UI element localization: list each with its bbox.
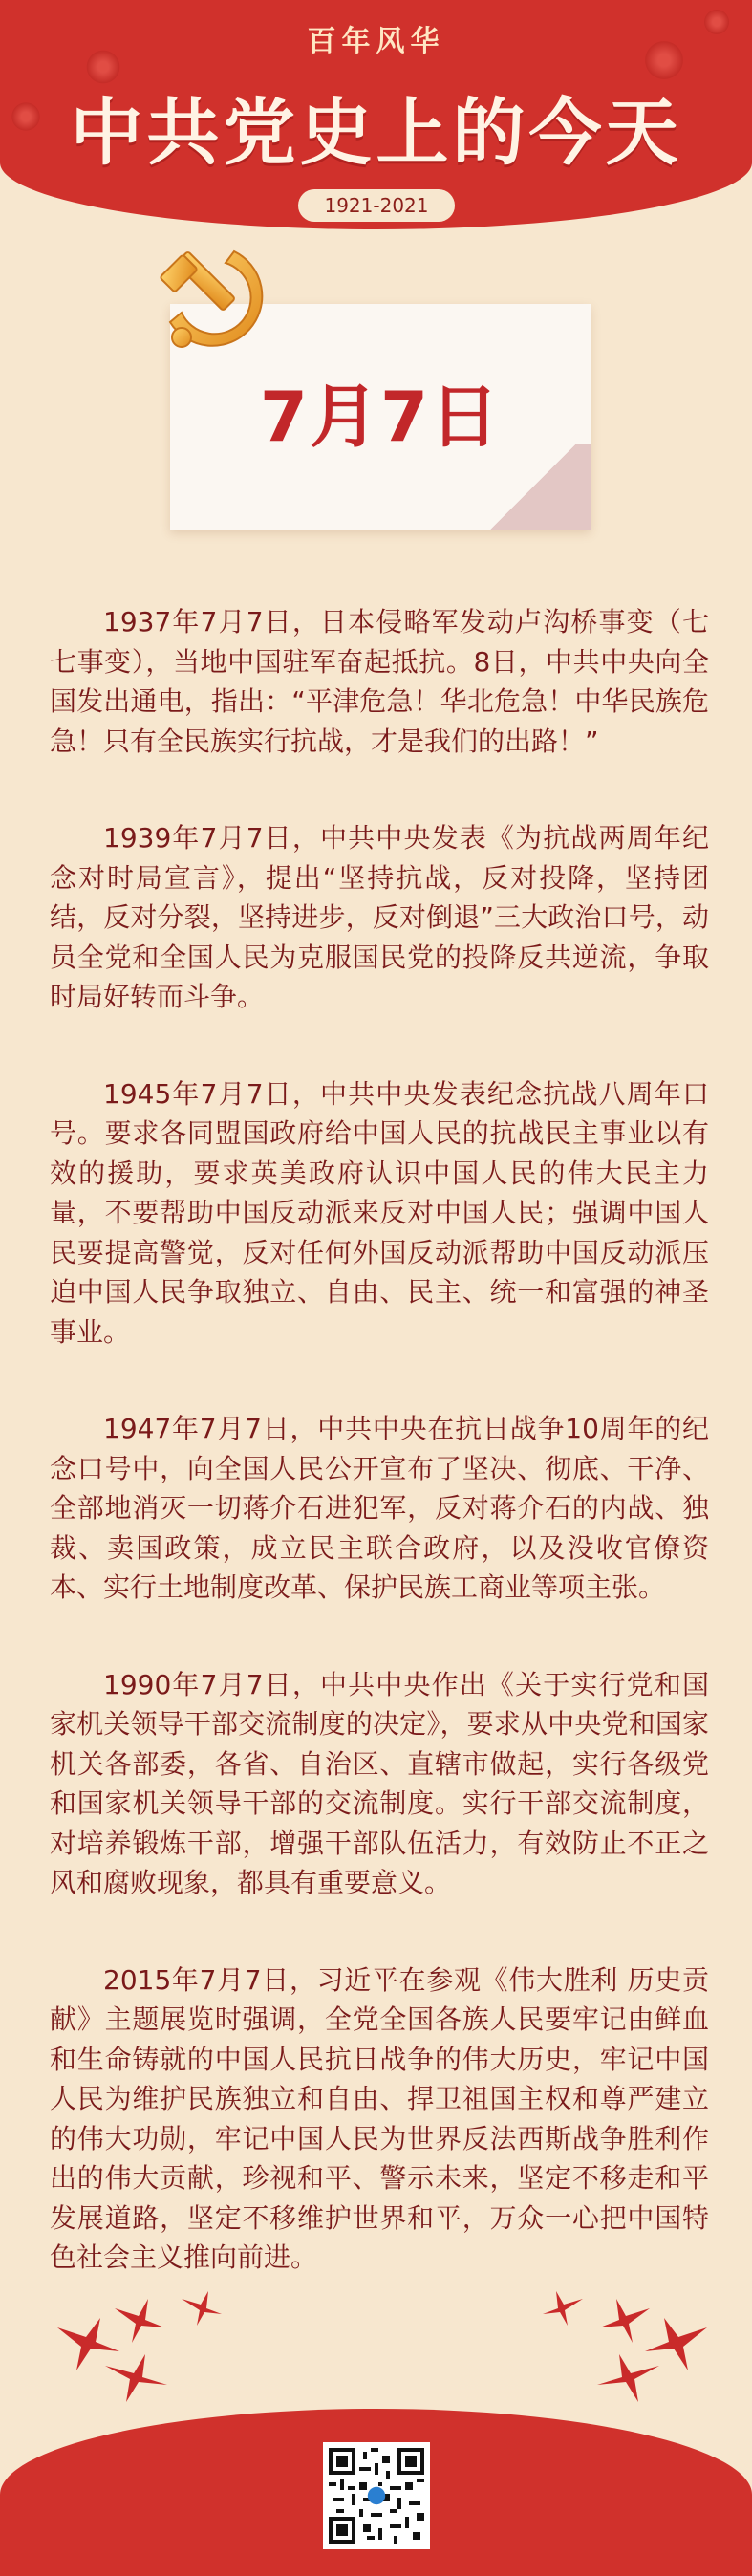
history-paragraph: 1945年7月7日，中共中央发表纪念抗战八周年口号。要求各同盟国政府给中国人民的抗战民主事业以有效的援助，要求英美政府认识中国人民的伟大民主力量，不要帮助中国反动派来反对中国人民；强调中国人民要提高警觉，反对任何外国反动派帮助中国反动派压迫中国人民争取独立、自由、民主、统一和富强的神圣事业。 [50,1077,709,1348]
qr-code[interactable] [323,2442,430,2549]
history-paragraph: 1937年7月7日，日本侵略军发动卢沟桥事变（七七事变），当地中国驻军奋起抵抗。8日，中共中央向全国发出通电，指出：“平津危急！华北危急！中华民族危急！只有全民族实行抗战，才是我们的出路！” [50,606,709,757]
history-paragraph: 1947年7月7日，中共中央在抗日战争10周年的纪念口号中，向全国人民公开宣布了坚决、彻底、干净、全部地消灭一切蒋介石进犯军，反对蒋介石的内战、独裁、卖国政策，成立民主联合政府，以及没收官僚资本、实行土地制度改革、保护民族工商业等项主张。 [50,1413,709,1603]
history-paragraph: 1990年7月7日，中共中央作出《关于实行党和国家机关领导干部交流制度的决定》，要求从中央党和国家机关各部委，各省、自治区、直辖市做起，实行各级党和国家机关领导干部的交流制度。实行干部交流制度，对培养锻炼干部，增强干部队伍活力，有效防止不正之风和腐败现象，都具有重要意义。 [50,1668,709,1898]
date-label: 7月7日 [259,377,502,457]
hammer-sickle-icon [143,234,277,368]
qr-code-pattern [329,2448,424,2544]
header-subtitle: 百年风华 [307,25,445,58]
header-banner [0,0,752,229]
history-paragraph: 1939年7月7日，中共中央发表《为抗战两周年纪念对时局宣言》，提出“坚持抗战，反对投降，坚持团结，反对分裂，坚持进步，反对倒退”三大政治口号，动员全党和全国人民为克服国民党的投降反共逆流，争取时局好转而斗争。 [50,822,709,1012]
page-title: 中共党史上的今天 [70,90,682,175]
dove-icon [535,2280,717,2404]
history-paragraph: 2015年7月7日，习近平在参观《伟大胜利 历史贡献》主题展览时强调，全党全国各族人民要牢记由鲜血和生命铸就的中国人民抗日战争的伟大历史，牢记中国人民为维护民族独立和自由、捍卫祖国主权和尊严建立的伟大功勋，牢记中国人民为世界反法西斯战争胜利作出的伟大贡献，珍视和平、警示未来，坚定不移走和平发展道路，坚定不移维护世界和平，万众一心把中国特色社会主义推向前进。 [50,1963,709,2273]
dove-icon [48,2280,229,2404]
content-body [50,602,709,2335]
year-badge: 1921-2021 [298,189,455,222]
